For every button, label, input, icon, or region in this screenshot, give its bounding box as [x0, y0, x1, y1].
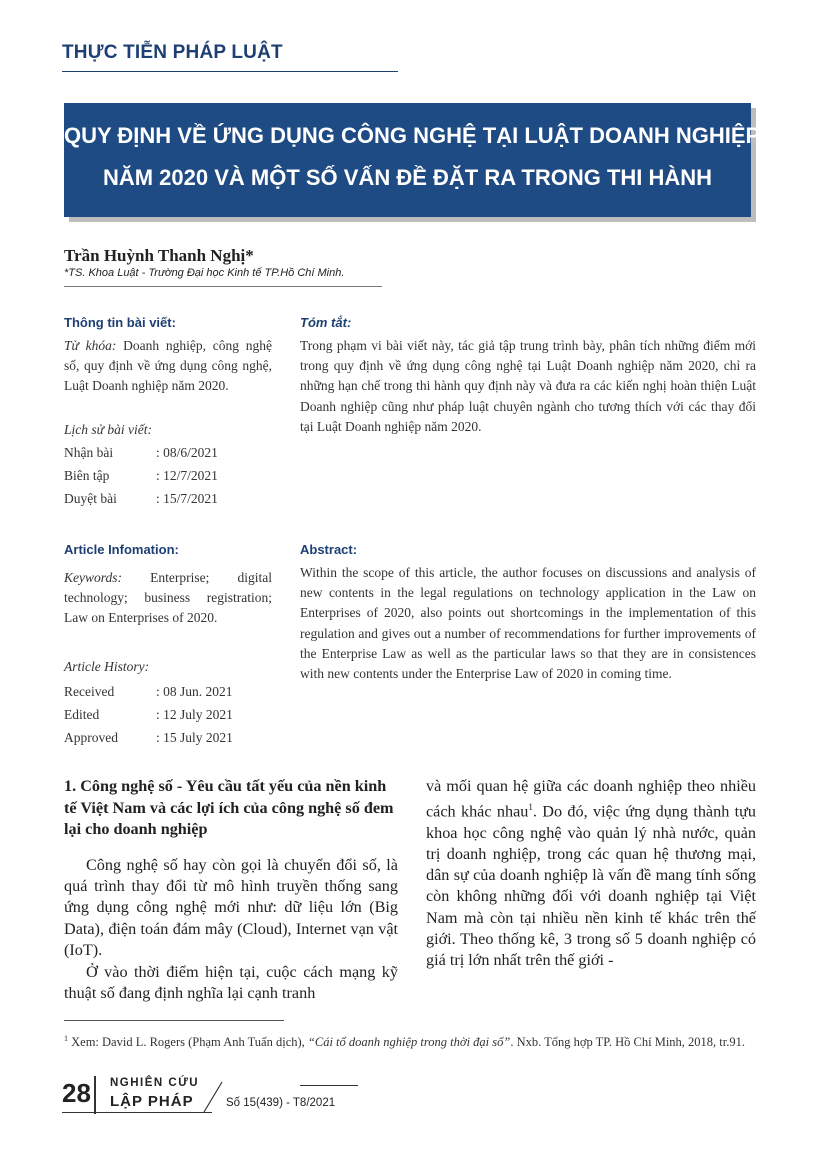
- vi-history-label-2: Duyệt bài: [64, 491, 117, 506]
- en-history-value-2: : 15 July 2021: [156, 730, 233, 745]
- footer-divider: [94, 1076, 96, 1114]
- en-history-label-1: Edited: [64, 707, 100, 722]
- vi-history-row: [64, 468, 218, 484]
- vi-history-value-0: : 08/6/2021: [156, 445, 218, 460]
- vi-summary-heading: Tóm tắt:: [300, 315, 352, 330]
- body-paragraph-1: Công nghệ số hay còn gọi là chuyển đổi số, là quá trình thay đổi từ mô hình truyền thống sang ứng dụng công nghệ mới như: dữ liệu lớn (Big Data), điện toán đám mây (Cloud), Internet vạn vật (IoT).: [64, 856, 398, 959]
- vi-summary-text: Trong phạm vi bài viết này, tác giả tập trung trình bày, phân tích những điểm mới trong quy định về ứng dụng công nghệ tại Luật Doanh nghiệp năm 2020, chỉ ra những hạn chế trong thi hành quy định này và đưa ra các kiến nghị hoàn thiện Luật Doanh nghiệp cũng như pháp luật chuyên ngành cho tương thích với các thay đổi tại Luật Doanh nghiệp năm 2020.: [300, 338, 756, 434]
- page-number: 28: [62, 1078, 91, 1108]
- footnote-mark: 1: [64, 1034, 68, 1043]
- footnote-rule: [64, 1020, 284, 1021]
- en-history-row: [64, 707, 233, 723]
- footnote-post: . Nxb. Tổng hợp TP. Hồ Chí Minh, 2018, tr.91.: [510, 1035, 745, 1050]
- vi-keywords-label: Từ khóa:: [64, 338, 117, 353]
- body-column-left: [64, 855, 398, 1004]
- vi-history-row: [64, 445, 218, 461]
- journal-name-bottom: LẬP PHÁP: [110, 1093, 194, 1110]
- author-name: Trần Huỳnh Thanh Nghị*: [64, 246, 254, 265]
- body-column-right: [426, 776, 756, 971]
- vi-history-value-2: : 15/7/2021: [156, 491, 218, 506]
- section-rule: [62, 71, 398, 72]
- vi-history-value-1: : 12/7/2021: [156, 468, 218, 483]
- en-history-value-1: : 12 July 2021: [156, 707, 233, 722]
- en-history-value-0: : 08 Jun. 2021: [156, 684, 233, 699]
- issue-rule: [300, 1085, 358, 1086]
- vi-history-label: Lịch sử bài viết:: [64, 422, 152, 437]
- issue-number: Số 15(439) - T8/2021: [226, 1097, 336, 1109]
- footnote-pre: Xem: David L. Rogers (Phạm Anh Tuấn dịch),: [68, 1035, 308, 1050]
- section-label: THỰC TIỄN PHÁP LUẬT: [62, 42, 283, 63]
- affiliation-rule: [64, 286, 382, 287]
- en-history-label: Article History:: [64, 659, 150, 674]
- footer-rule: [62, 1112, 212, 1113]
- en-keywords: [64, 568, 272, 629]
- author-affiliation: *TS. Khoa Luật - Trường Đại học Kinh tế TP.Hồ Chí Minh.: [64, 267, 345, 279]
- en-abstract-heading: Abstract:: [300, 542, 358, 557]
- body-paragraph-2: Ở vào thời điểm hiện tại, cuộc cách mạng kỹ thuật số đang định nghĩa lại cạnh tranh: [64, 963, 398, 1003]
- article-title-line-1: QUY ĐỊNH VỀ ỨNG DỤNG CÔNG NGHỆ TẠI LUẬT DOANH NGHIỆP: [64, 123, 761, 148]
- en-history-row: [64, 730, 233, 746]
- en-history-label-2: Approved: [64, 730, 118, 745]
- journal-name-top: NGHIÊN CỨU: [110, 1077, 200, 1089]
- vi-history-label-0: Nhận bài: [64, 445, 114, 460]
- en-history-label-0: Received: [64, 684, 115, 699]
- footer-slash-icon: [198, 1080, 226, 1114]
- section-1-heading: 1. Công nghệ số - Yêu cầu tất yếu của nền kinh tế Việt Nam và các lợi ích của công nghệ số đem lại cho doanh nghiệp: [64, 777, 394, 838]
- footnote-title: “Cái tổ doanh nghiệp trong thời đại số”: [307, 1035, 511, 1050]
- en-abstract-text: Within the scope of this article, the author focuses on discussions and analysis of new contents in the legal regulations on technology application in the Law on Enterprises of 2020, also points out shortcomings in the implementation of this regulation and gives out a number of recommendations for further improvements of the Enterprise Law as well as the particular laws so that they are in consistences with new contents under the Enterprise Law of 2020 in coming time.: [300, 565, 756, 682]
- footnote-ref: 1: [528, 802, 533, 813]
- footnote: [64, 1029, 756, 1052]
- body-right-text-a: và mối quan hệ giữa các doanh nghiệp theo nhiều cách khác nhau: [426, 777, 756, 821]
- vi-keywords-text: Doanh nghiệp, công nghệ số, quy định về ứng dụng công nghệ, Luật Doanh nghiệp năm 2020.: [64, 338, 273, 394]
- vi-history-label-1: Biên tập: [64, 468, 110, 483]
- en-history-row: [64, 684, 233, 700]
- body-right-text-b: . Do đó, việc ứng dụng thành tựu khoa học công nghệ vào quản lý nhà nước, quản trị doanh nghiệp, trong các quan hệ thương mại, dân sự của doanh nghiệp là vấn đề mang tính sống còn không những đối với doanh nghiệp tại Việt Nam mà còn tại nhiều nền kinh tế khác trên thế giới. Theo thống kê, 3 trong số 5 doanh nghiệp có giá trị lớn nhất trên thế giới -: [426, 802, 756, 970]
- article-title-line-2: NĂM 2020 VÀ MỘT SỐ VẤN ĐỀ ĐẶT RA TRONG THI HÀNH: [102, 165, 713, 190]
- vi-info-heading: Thông tin bài viết:: [64, 315, 176, 330]
- en-info-heading: Article Infomation:: [64, 542, 179, 557]
- en-keywords-label: Keywords:: [64, 570, 122, 585]
- en-keywords-text: Enterprise; digital technology; business registration; Law on Enterprises of 2020.: [64, 570, 272, 626]
- vi-history-row: [64, 491, 218, 507]
- title-banner: [64, 103, 761, 217]
- vi-keywords: [64, 336, 272, 397]
